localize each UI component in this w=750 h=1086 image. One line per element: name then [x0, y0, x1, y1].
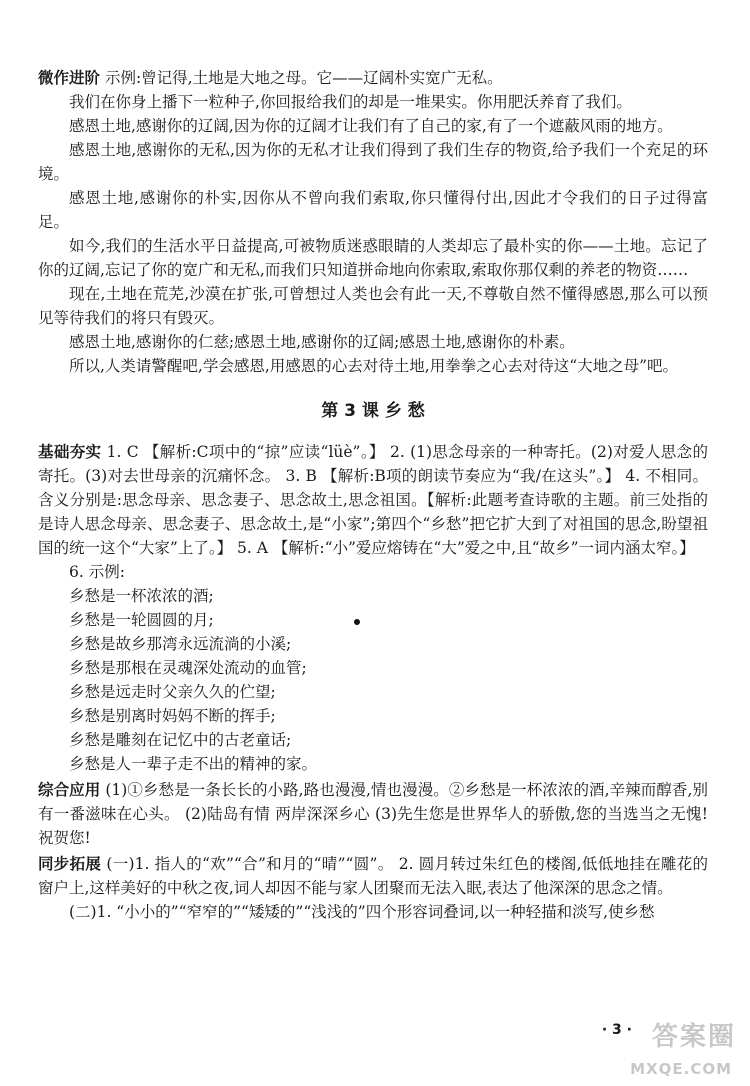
sync-last-line: (二)1. “小小的”“窄窄的”“矮矮的”“浅浅的”四个形容词叠词,以一种轻描和淡写,使乡愁 [69, 903, 655, 921]
comprehensive-text: (1)①乡愁是一条长长的小路,路也漫漫,情也漫漫。②乡愁是一杯浓浓的酒,辛辣而醇香,别有一番滋味在心头。 (2)陆岛有情 两岸深深乡心 (3)先生您是世界华人的骄傲,您的当选当之无愧!祝贺您! [38, 781, 708, 847]
intro-first-line [38, 66, 708, 90]
poem-line: 乡愁是人一辈子走不出的精神的家。 [69, 755, 318, 773]
basic-section [38, 440, 708, 560]
intro-paragraph: 现在,土地在荒芜,沙漠在扩张,可曾想过人类也会有此一天,不尊敬自然不懂得感恩,那么可以预见等待我们的将只有毁灭。 [38, 285, 708, 327]
sync-section [38, 852, 708, 900]
comprehensive-section [38, 778, 708, 850]
basic-text: 1. C 【解析:C项中的“掠”应读“lüè”。】 2. (1)思念母亲的一种寄托。(2)对爱人思念的寄托。(3)对去世母亲的沉痛怀念。 3. B 【解析:B项的朗读节奏应为“我/在这头”。】 4. 不相同。含义分别是:思念母亲、思念妻子、思念故土,思念祖国。【解析:此题考查诗歌的主题。前三处指的是诗人思念母亲、思念妻子、思念故土,是“小家”;第四个“乡愁”把它扩大到了对祖国的思念,盼望祖国的统一这个“大家”上了。】 5. A 【解析:“小”爱应熔铸在“大”爱之中,且“故乡”一词内涵太窄。】 [38, 443, 708, 557]
intro-paragraph: 如今,我们的生活水平日益提高,可被物质迷惑眼睛的人类却忘了最朴实的你——土地。忘记了你的辽阔,忘记了你的宽广和无私,而我们只知道拼命地向你索取,索取你那仅剩的养老的物资…… [38, 237, 708, 279]
intro-paragraph: 感恩土地,感谢你的朴实,因你从不曾向我们索取,你只懂得付出,因此才令我们的日子过得富足。 [38, 189, 708, 231]
poem-line: 乡愁是故乡那湾永远流淌的小溪; [69, 635, 292, 653]
q6-poem [38, 584, 708, 776]
intro-paragraph: 感恩土地,感谢你的无私,因为你的无私才让我们得到了我们生存的物资,给予我们一个充足的环境。 [38, 141, 708, 183]
watermark-top: 答案圈 [651, 1022, 736, 1052]
watermark-bottom: MXQE.COM [630, 1060, 732, 1078]
poem-line: 乡愁是一杯浓浓的酒; [69, 587, 214, 605]
sync-text: (一)1. 指人的“欢”“合”和月的“晴”“圆”。 2. 圆月转过朱红色的楼阁,低低地挂在雕花的窗户上,这样美好的中秋之夜,词人却因不能与家人团聚而无法入眠,表达了他深深的思念之情。 [38, 855, 708, 897]
poem-line: 乡愁是别离时妈妈不断的挥手; [69, 707, 276, 725]
basic-label: 基础夯实 [38, 443, 102, 461]
intro-paragraph: 感恩土地,感谢你的辽阔,因为你的辽阔才让我们有了自己的家,有了一个遮蔽风雨的地方。 [69, 117, 673, 135]
intro-example-text: 示例:曾记得,土地是大地之母。它——辽阔朴实宽广无私。 [100, 69, 503, 87]
intro-paragraph: 感恩土地,感谢你的仁慈;感恩土地,感谢你的辽阔;感恩土地,感谢你的朴素。 [69, 333, 575, 351]
intro-paragraph: 我们在你身上播下一粒种子,你回报给我们的却是一堆果实。你用肥沃养育了我们。 [69, 93, 632, 111]
poem-line: 乡愁是雕刻在记忆中的古老童话; [69, 731, 292, 749]
ink-dot [354, 619, 360, 625]
comprehensive-label: 综合应用 [38, 781, 101, 799]
intro-paragraph: 所以,人类请警醒吧,学会感恩,用感恩的心去对待土地,用拳拳之心去对待这“大地之母”吧。 [69, 357, 679, 375]
watermark-logo [612, 1016, 742, 1080]
poem-line: 乡愁是一轮圆圆的月; [69, 611, 214, 629]
poem-line: 乡愁是远走时父亲久久的伫望; [69, 683, 276, 701]
page-number: · 3 · [601, 1022, 632, 1038]
lesson-title: 第 3 课 乡 愁 [321, 401, 425, 421]
page-content [38, 66, 708, 924]
q6-label: 6. 示例: [69, 563, 125, 581]
sync-label: 同步拓展 [38, 855, 102, 873]
poem-line: 乡愁是那根在灵魂深处流动的血管; [69, 659, 307, 677]
intro-label: 微作进阶 [38, 69, 101, 87]
